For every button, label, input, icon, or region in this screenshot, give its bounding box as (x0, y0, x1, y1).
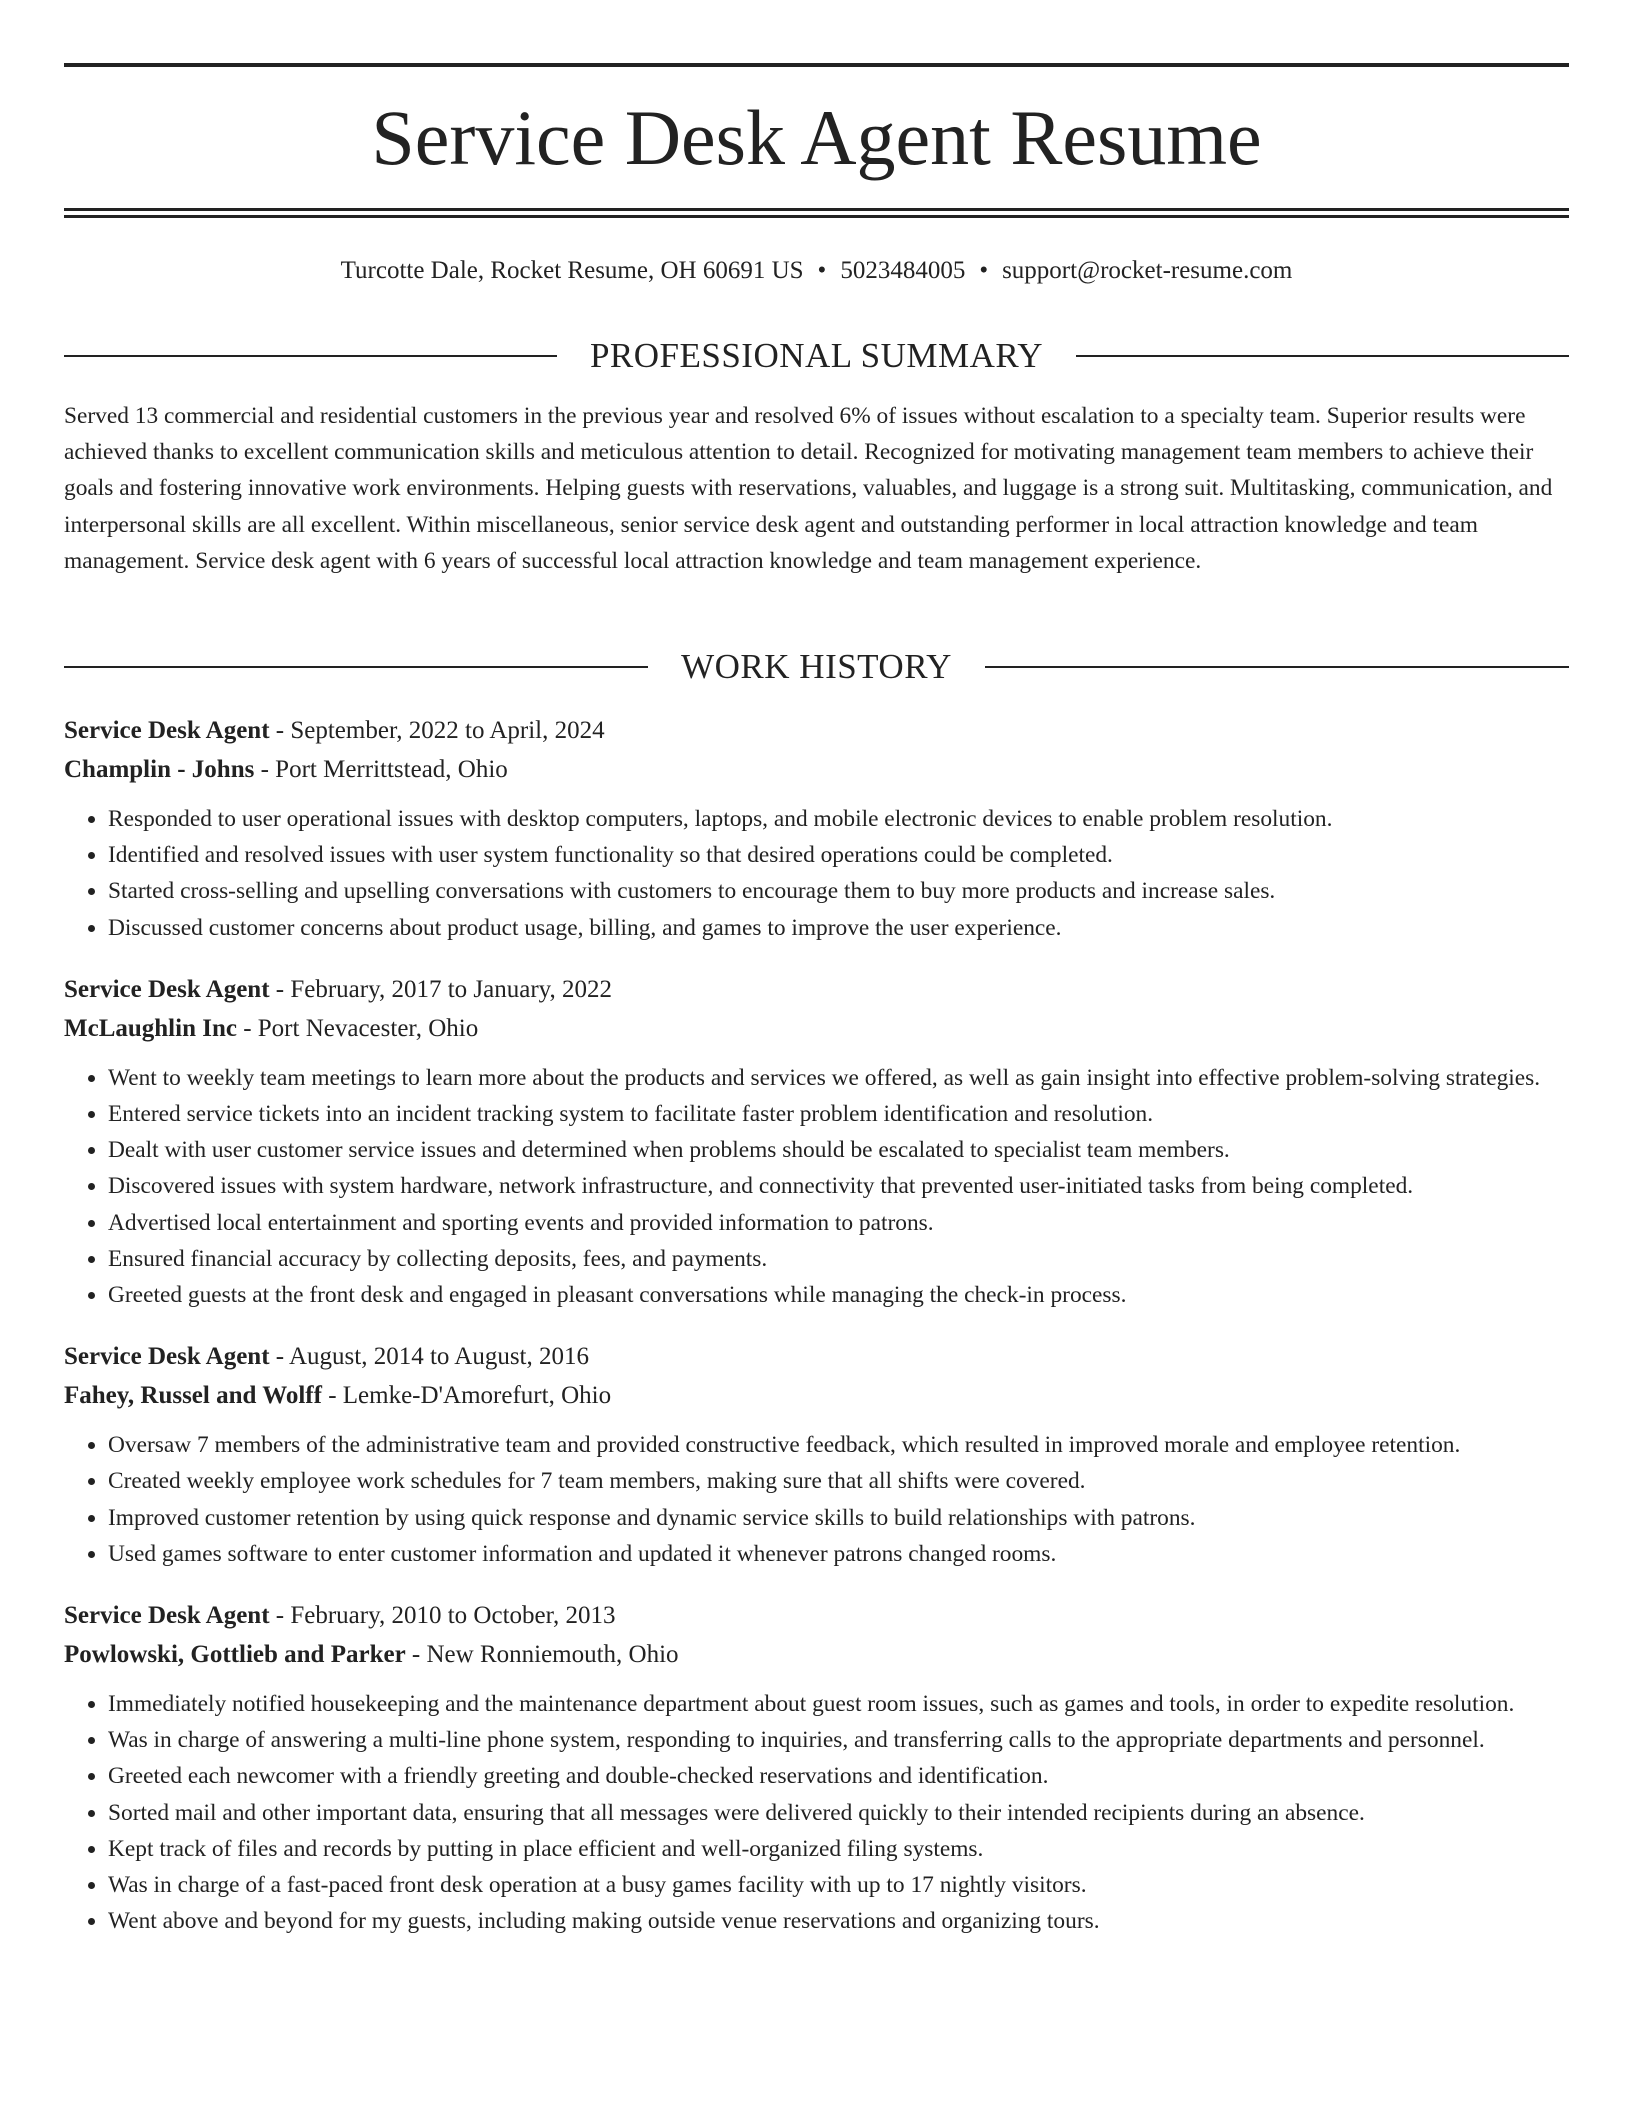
contact-phone: 5023484005 (840, 257, 966, 284)
section-heading-label: WORK HISTORY (681, 647, 952, 686)
job-bullet: • Kept track of files and records by putting in place efficient and well-organized filing systems. (108, 1831, 1569, 1867)
job-bullet: • Discussed customer concerns about product usage, billing, and games to improve the user experience. (108, 910, 1569, 946)
job-bullet: • Started cross-selling and upselling conversations with customers to encourage them to buy more products and increase sales. (108, 873, 1569, 909)
job-bullet: • Greeted guests at the front desk and engaged in pleasant conversations while managing the check-in process. (108, 1277, 1569, 1313)
contact-line (64, 254, 1569, 288)
job-bullet: • Improved customer retention by using quick response and dynamic service skills to build relationships with patrons. (108, 1500, 1569, 1536)
job-title: Service Desk Agent (64, 1602, 270, 1630)
job-company-line (64, 1009, 1569, 1048)
job-bullet: • Discovered issues with system hardware, network infrastructure, and connectivity that prevented user-initiated tasks from being completed. (108, 1168, 1569, 1204)
job-entry (64, 1337, 1569, 1572)
job-bullet: • Created weekly employee work schedules for 7 team members, making sure that all shifts were covered. (108, 1463, 1569, 1499)
job-bullet: • Identified and resolved issues with user system functionality so that desired operations could be completed. (108, 837, 1569, 873)
job-company: Fahey, Russel and Wolff (64, 1382, 322, 1410)
job-company-line (64, 1635, 1569, 1674)
job-company-line (64, 750, 1569, 789)
work-history-heading (64, 645, 1569, 689)
job-title-line (64, 1596, 1569, 1635)
job-bullets (64, 1060, 1569, 1313)
job-location: - Port Merrittstead, Ohio (254, 756, 508, 783)
job-bullet: • Ensured financial accuracy by collecting deposits, fees, and payments. (108, 1241, 1569, 1277)
job-bullet: • Was in charge of answering a multi-line phone system, responding to inquiries, and transferring calls to the appropriate departments and personnel. (108, 1722, 1569, 1758)
job-location: - New Ronniemouth, Ohio (405, 1641, 679, 1669)
job-company: Champlin - Johns (64, 756, 255, 783)
job-company: Powlowski, Gottlieb and Parker (64, 1641, 406, 1669)
job-title: Service Desk Agent (64, 1343, 270, 1371)
job-bullets (64, 801, 1569, 946)
job-dates: - February, 2017 to January, 2022 (269, 975, 613, 1003)
job-bullet: • Used games software to enter customer information and updated it whenever patrons changed rooms. (108, 1536, 1569, 1572)
job-bullet: • Immediately notified housekeeping and the maintenance department about guest room issues, such as games and tools, in order to expedite resolution. (108, 1686, 1569, 1722)
job-bullet: • Went above and beyond for my guests, including making outside venue reservations and organizing tours. (108, 1903, 1569, 1939)
heading-rule-right (985, 666, 1569, 668)
job-dates: - February, 2010 to October, 2013 (269, 1602, 616, 1630)
professional-summary-text: Served 13 commercial and residential customers in the previous year and resolved 6% of issues without escalation to a specialty team. Superior results were achieved thanks to excellent communication skills and meticulous attention to detail. Recognized for motivating management team members to achieve their goals and fostering innovative work environments. Helping guests with reservations, valuables, and luggage is a strong suit. Multitasking, communication, and interpersonal skills are all excellent. Within miscellaneous, senior service desk agent and outstanding performer in local attraction knowledge and team management. Service desk agent with 6 years of successful local attraction knowledge and team management experience. (64, 403, 1553, 574)
job-location: - Lemke-D'Amorefurt, Ohio (321, 1382, 612, 1410)
job-title: Service Desk Agent (64, 975, 270, 1003)
heading-rule-left (64, 666, 648, 668)
professional-summary-heading (64, 334, 1569, 378)
job-dates: - September, 2022 to April, 2024 (269, 717, 605, 744)
contact-separator: • (817, 257, 827, 284)
job-bullet: • Entered service tickets into an incident tracking system to facilitate faster problem identification and resolution. (108, 1096, 1569, 1132)
job-bullet: • Oversaw 7 members of the administrative team and provided constructive feedback, which resulted in improved morale and employee retention. (108, 1427, 1569, 1463)
job-title-line (64, 1337, 1569, 1376)
job-bullet: • Greeted each newcomer with a friendly greeting and double-checked reservations and identification. (108, 1758, 1569, 1794)
header-bottom-rule-upper (64, 208, 1569, 211)
job-dates: - August, 2014 to August, 2016 (269, 1343, 590, 1371)
contact-email: support@rocket-resume.com (1002, 257, 1293, 284)
job-entry (64, 711, 1569, 946)
contact-address: Turcotte Dale, Rocket Resume, OH 60691 US (340, 257, 804, 284)
header-top-rule (64, 63, 1569, 67)
job-bullet: • Sorted mail and other important data, ensuring that all messages were delivered quickly to their intended recipients during an absence. (108, 1795, 1569, 1831)
job-entry (64, 970, 1569, 1313)
job-title-line (64, 970, 1569, 1009)
heading-rule-left (64, 355, 557, 357)
job-company: McLaughlin Inc (64, 1014, 237, 1042)
work-history-list (64, 711, 1569, 1939)
job-title: Service Desk Agent (64, 717, 270, 744)
job-bullet: • Dealt with user customer service issues and determined when problems should be escalated to specialist team members. (108, 1132, 1569, 1168)
job-location: - Port Nevacester, Ohio (236, 1014, 479, 1042)
contact-separator: • (979, 257, 989, 284)
job-bullets (64, 1427, 1569, 1572)
job-bullet: • Responded to user operational issues with desktop computers, laptops, and mobile electronic devices to enable problem resolution. (108, 801, 1569, 837)
job-bullet: • Advertised local entertainment and sporting events and provided information to patrons. (108, 1205, 1569, 1241)
header-bottom-rule-lower (64, 215, 1569, 218)
job-bullet: • Went to weekly team meetings to learn more about the products and services we offered, as well as gain insight into effective problem-solving strategies. (108, 1060, 1569, 1096)
job-company-line (64, 1376, 1569, 1415)
job-entry (64, 1596, 1569, 1939)
job-bullet: • Was in charge of a fast-paced front desk operation at a busy games facility with up to 17 nightly visitors. (108, 1867, 1569, 1903)
heading-rule-right (1076, 355, 1569, 357)
resume-title: Service Desk Agent Resume (371, 94, 1262, 181)
job-title-line (64, 711, 1569, 750)
job-bullets (64, 1686, 1569, 1939)
section-heading-label: PROFESSIONAL SUMMARY (589, 336, 1044, 375)
